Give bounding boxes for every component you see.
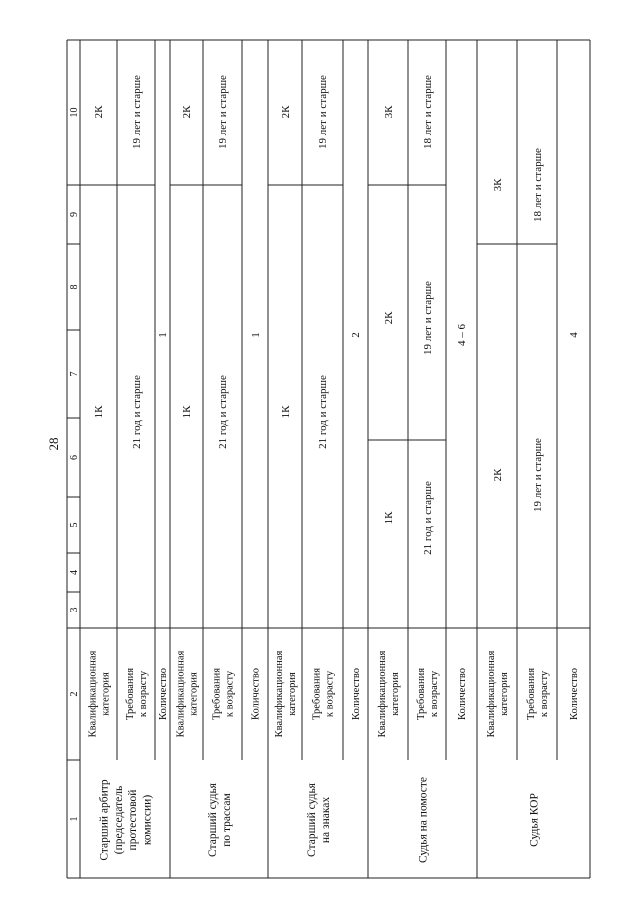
column-number-8: 8: [69, 284, 80, 290]
label-age: Требования к возрасту: [416, 667, 441, 721]
column-number-9: 9: [69, 212, 80, 217]
role-name-4: Судья на помосте: [417, 776, 430, 864]
column-number-1: 1: [69, 816, 80, 822]
r4-category-3k: 3К: [382, 105, 395, 119]
r5-age-19: 19 лет и старше: [531, 438, 544, 512]
r1-age-21: 21 год и старше: [130, 375, 143, 449]
r2-age-21: 21 год и старше: [216, 375, 229, 449]
r1-age-19: 19 лет и старше: [130, 75, 143, 149]
page-number: 28: [46, 437, 61, 451]
label-age: Требования к возрасту: [311, 667, 336, 721]
column-number-4: 4: [69, 570, 80, 575]
label-count: Количество: [351, 667, 363, 721]
r1-category-1k: 1К: [92, 405, 105, 419]
column-number-2: 2: [69, 691, 80, 697]
label-count: Количество: [569, 667, 581, 721]
r4-count: 4 – 6: [455, 324, 468, 346]
r3-category-2k: 2К: [279, 105, 292, 119]
label-age: Требования к возрасту: [125, 667, 150, 721]
r5-count: 4: [567, 332, 580, 338]
column-number-3: 3: [69, 607, 80, 613]
label-category: Квалификационная категория: [377, 650, 402, 738]
r2-age-19: 19 лет и старше: [216, 75, 229, 149]
label-age: Требования к возрасту: [211, 667, 236, 721]
r4-age-21: 21 год и старше: [421, 481, 434, 555]
r1-category-2k: 2К: [92, 105, 105, 119]
label-category: Квалификационная категория: [175, 650, 200, 738]
r2-category-1k: 1К: [180, 405, 193, 419]
label-category: Квалификационная категория: [486, 650, 511, 738]
r2-count: 1: [249, 332, 262, 338]
r5-category-3k: 3К: [491, 178, 504, 192]
label-count: Количество: [457, 667, 469, 721]
r4-age-18: 18 лет и старше: [421, 75, 434, 149]
r5-category-2k: 2К: [491, 468, 504, 482]
role-name-5: Судья КОР: [528, 793, 541, 847]
r1-count: 1: [156, 332, 169, 338]
r3-age-19: 19 лет и старше: [316, 75, 329, 149]
label-age: Требования к возрасту: [526, 667, 551, 721]
label-count: Количество: [250, 667, 262, 721]
r4-age-19: 19 лет и старше: [421, 281, 434, 355]
r5-age-18: 18 лет и старше: [531, 148, 544, 222]
r2-category-2k: 2К: [180, 105, 193, 119]
r4-category-2k: 2К: [382, 311, 395, 325]
r3-age-21: 21 год и старше: [316, 375, 329, 449]
label-count: Количество: [158, 667, 170, 721]
column-number-7: 7: [69, 371, 80, 377]
label-category: Квалификационная категория: [274, 650, 299, 738]
role-name-2: Старший судья по трассам: [206, 783, 234, 857]
r4-category-1k: 1К: [382, 511, 395, 525]
column-number-10: 10: [69, 107, 80, 118]
r3-category-1k: 1К: [279, 405, 292, 419]
column-number-5: 5: [69, 522, 80, 528]
role-name-3: Старший судья на знаках: [305, 783, 333, 857]
label-category: Квалификационная категория: [87, 650, 112, 738]
column-number-6: 6: [69, 455, 80, 460]
role-name-1: Старший арбитр (председатель протестовой комиссии): [98, 779, 154, 861]
r3-count: 2: [349, 332, 362, 338]
